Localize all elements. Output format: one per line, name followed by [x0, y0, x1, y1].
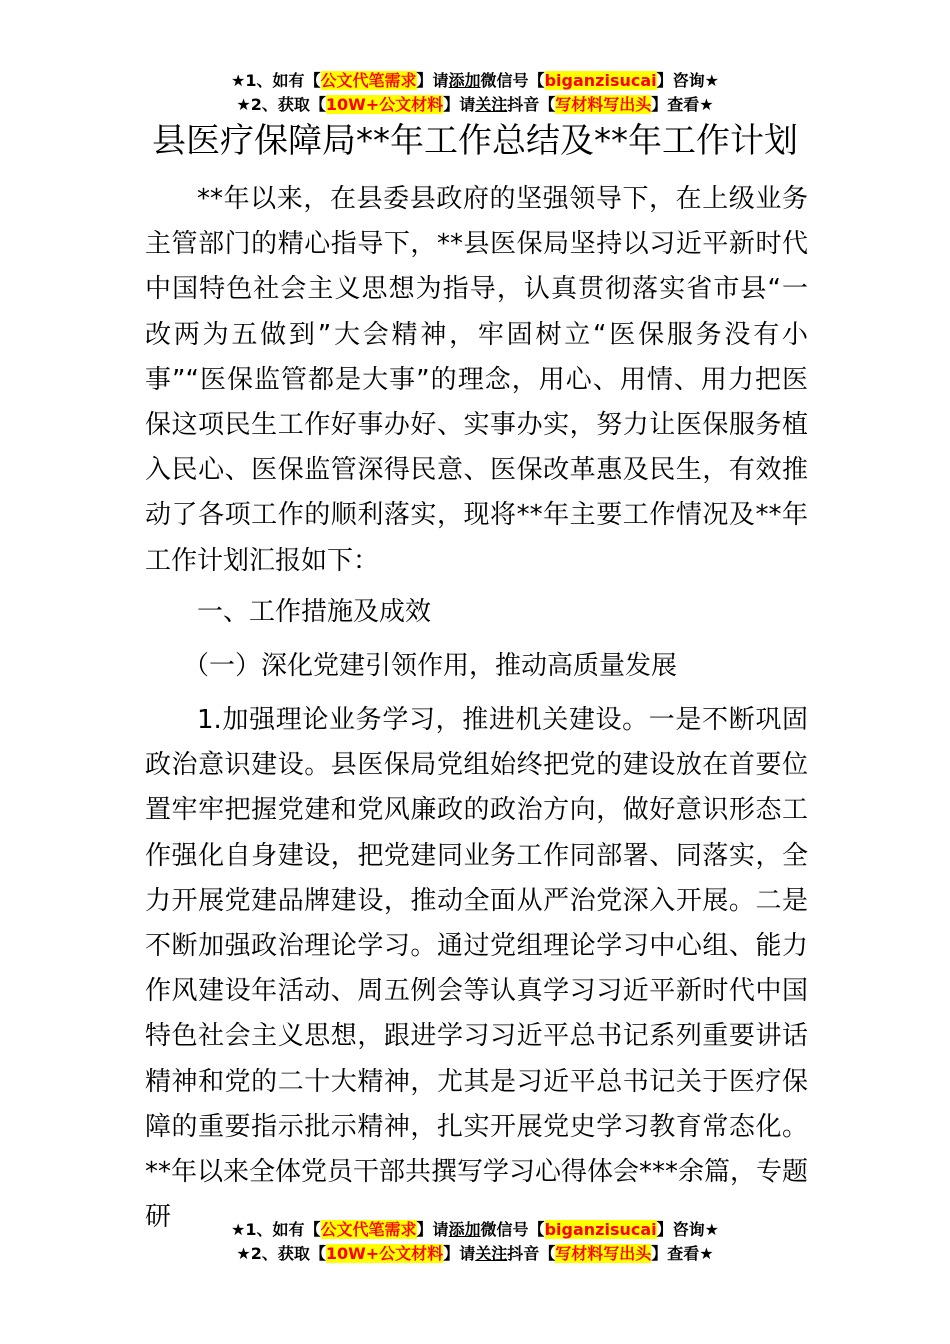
- ad-highlight: 公文代笔需求: [320, 1220, 417, 1239]
- section-heading: 一、工作措施及成效: [197, 597, 432, 627]
- subsection-heading: （一）深化党建引领作用，推动高质量发展: [183, 651, 678, 681]
- ad-wechat-id: biganzisucai: [544, 1220, 657, 1239]
- intro-paragraph: **年以来，在县委县政府的坚强领导下，在上级业务主管部门的精心指导下，**县医保局坚持以习近平新时代中国特色社会主义思想为指导，认真贯彻落实省市县“一改两为五做到”大会精神，牢固树立“医保服务没有小事”“医保监管都是大事”的理念，用心、用情、用力把医保这项民生工作好事办好、实事办实，努力让医保服务植入民心、医保监管深得民意、医保改革惠及民生，有效推动了各项工作的顺利落实，现将**年主要工作情况及**年工作计划汇报如下：: [145, 184, 808, 576]
- header-ad-line-2: [0, 95, 950, 115]
- ad-text: ★2、获取【: [236, 95, 326, 114]
- header-ad-line-1: [0, 71, 950, 91]
- ad-text: 】请: [443, 1244, 476, 1263]
- ad-text: 抖音【: [507, 95, 556, 114]
- ad-underlined-text: 关注: [475, 1244, 508, 1263]
- ad-text: 抖音【: [507, 1244, 556, 1263]
- ad-highlight: 公文代笔需求: [320, 71, 417, 90]
- body-paragraph: 1.加强理论业务学习，推进机关建设。一是不断巩固政治意识建设。县医保局党组始终把党的建设放在首要位置牢牢把握党建和党风廉政的政治方向，做好意识形态工作强化自身建设，把党建同业务工作同部署、同落实，全力开展党建品牌建设，推动全面从严治党深入开展。二是不断加强政治理论学习。通过党组理论学习中心组、能力作风建设年活动、周五例会等认真学习习近平新时代中国特色社会主义思想，跟进学习习近平总书记系列重要讲话精神和党的二十大精神，尤其是习近平总书记关于医疗保障的重要指示批示精神，扎实开展党史学习教育常态化。**年以来全体党员干部共撰写学习心得体会***余篇，专题研: [145, 705, 809, 1233]
- ad-wechat-id: biganzisucai: [544, 71, 657, 90]
- ad-text: 微信号【: [480, 1220, 545, 1239]
- ad-text: 】查看★: [651, 95, 714, 114]
- ad-text: 】查看★: [651, 1244, 714, 1263]
- footer-ad-line-2: [0, 1244, 950, 1264]
- ad-underlined-text: 添加: [448, 71, 481, 90]
- ad-text: 】请: [416, 71, 449, 90]
- ad-text: ★1、如有【: [231, 71, 321, 90]
- ad-douyin-account: 写材料写出头: [555, 95, 652, 114]
- ad-underlined-text: 关注: [475, 95, 508, 114]
- ad-douyin-account: 写材料写出头: [555, 1244, 652, 1263]
- ad-text: ★2、获取【: [236, 1244, 326, 1263]
- ad-text: 微信号【: [480, 71, 545, 90]
- ad-highlight: 10W+公文材料: [325, 95, 444, 114]
- ad-text: 】咨询★: [656, 1220, 719, 1239]
- ad-text: 】请: [416, 1220, 449, 1239]
- ad-highlight: 10W+公文材料: [325, 1244, 444, 1263]
- ad-text: ★1、如有【: [231, 1220, 321, 1239]
- ad-text: 】咨询★: [656, 71, 719, 90]
- document-title: 县医疗保障局**年工作总结及**年工作计划: [152, 121, 798, 161]
- ad-underlined-text: 添加: [448, 1220, 481, 1239]
- ad-text: 】请: [443, 95, 476, 114]
- footer-ad-line-1: [0, 1220, 950, 1240]
